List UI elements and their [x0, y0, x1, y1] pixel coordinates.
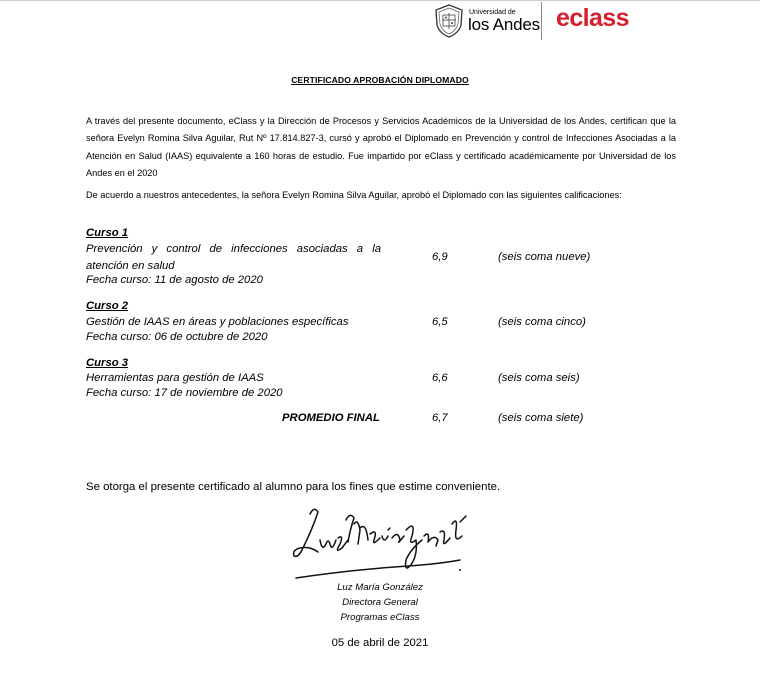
closing-statement: Se otorga el presente certificado al alumno para los fines que estime conveniente.	[86, 481, 501, 493]
course-1-heading: Curso 1	[86, 227, 129, 239]
course-1-grade: 6,9	[432, 251, 448, 263]
university-seal-icon	[434, 4, 464, 38]
header-rule	[0, 0, 760, 1]
eclass-logo	[556, 4, 629, 33]
eclass-logo-prefix: e	[556, 4, 570, 32]
course-3-name: Herramientas para gestión de IAAS	[86, 372, 264, 384]
logo-divider	[541, 2, 542, 40]
handwritten-signature	[288, 500, 478, 588]
course-3-heading: Curso 3	[86, 357, 129, 369]
university-name: los Andes	[468, 15, 540, 34]
final-average-grade: 6,7	[432, 412, 448, 424]
course-2-grade: 6,5	[432, 316, 448, 328]
course-1-name: Prevención y control de infecciones asociadas a la atención en salud	[86, 243, 381, 272]
course-3-date: Fecha curso: 17 de noviembre de 2020	[86, 387, 283, 399]
signatory-role: Directora General	[342, 597, 418, 608]
course-1-grade-words: (seis coma nueve)	[498, 251, 591, 263]
antecedentes-paragraph: De acuerdo a nuestros antecedentes, la señora Evelyn Romina Silva Aguilar, aprobó el Diplomado con las siguientes calificaciones:	[86, 190, 622, 200]
document-title: CERTIFICADO APROBACIÓN DIPLOMADO	[291, 75, 469, 85]
signatory-org: Programas eClass	[340, 612, 420, 623]
issue-date: 05 de abril de 2021	[331, 637, 429, 649]
course-3-grade-words: (seis coma seis)	[498, 372, 580, 384]
course-3-grade: 6,6	[432, 372, 448, 384]
signatory-name: Luz María González	[337, 582, 423, 593]
intro-paragraph: A través del presente documento, eClass y la Dirección de Procesos y Servicios Académicos de la Universidad de los Andes, certifican que la señora Evelyn Romina Silva Aguilar, Rut Nº 17.814.827-3, cursó y aprobó el Diplomado en Prevención y control de Infecciones Asociadas a la Atención en Salud (IAAS) equivalente a 160 horas de estudio. Fue impartido por eClass y certificado académicamente por Universidad de los Andes en el 2020	[86, 116, 676, 178]
final-average-grade-words: (seis coma siete)	[498, 412, 584, 424]
course-2-date: Fecha curso: 06 de octubre de 2020	[86, 331, 268, 343]
course-2-heading: Curso 2	[86, 300, 129, 312]
final-average-label: PROMEDIO FINAL	[282, 412, 380, 424]
course-2-name: Gestión de IAAS en áreas y poblaciones específicas	[86, 316, 349, 328]
university-small-text: Universidad de	[469, 9, 516, 16]
uandes-logo	[434, 2, 540, 40]
course-1-date: Fecha curso: 11 de agosto de 2020	[86, 274, 263, 286]
eclass-logo-rest: class	[569, 4, 629, 32]
course-2-grade-words: (seis coma cinco)	[498, 316, 586, 328]
